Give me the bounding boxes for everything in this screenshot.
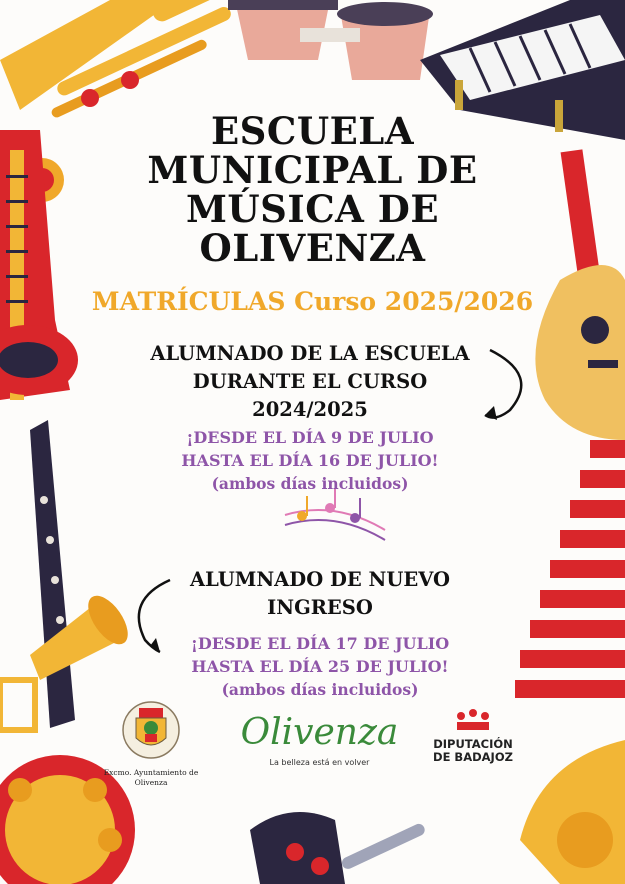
olivenza-wordmark: Olivenza — [240, 712, 399, 753]
dates-line: HASTA EL DÍA 16 DE JULIO! — [181, 451, 439, 470]
diputacion-crown-icon — [453, 708, 493, 734]
dates-note: (ambos días incluidos) — [211, 474, 409, 493]
ayuntamiento-logo — [96, 700, 206, 788]
title-line: OLIVENZA — [199, 226, 426, 270]
diputacion-line: DE BADAJOZ — [433, 750, 513, 764]
music-notes-icon — [285, 488, 385, 540]
xylophone-icon — [515, 440, 625, 698]
diputacion-line: DIPUTACIÓN — [433, 737, 513, 751]
drums-icon — [228, 0, 433, 80]
heading-line: DURANTE EL CURSO — [192, 370, 428, 393]
diputacion-logo — [428, 708, 518, 764]
horn-icon — [520, 740, 625, 884]
page-title — [110, 109, 515, 270]
ayuntamiento-caption-line: Olivenza — [134, 778, 168, 787]
dates-line: HASTA EL DÍA 25 DE JULIO! — [191, 657, 449, 676]
enrollment-subtitle: MATRÍCULAS Curso 2025/2026 — [91, 287, 534, 316]
heading-line: 2024/2025 — [252, 398, 368, 421]
current-students-dates — [150, 426, 470, 495]
title-line: ESCUELA — [210, 109, 415, 153]
title-line: MÚSICA DE — [185, 187, 440, 231]
dates-line: ¡DESDE EL DÍA 17 DE JULIO — [190, 634, 450, 653]
ayuntamiento-caption-line: Excmo. Ayuntamiento de — [103, 768, 199, 777]
dates-note: (ambos días incluidos) — [221, 680, 419, 699]
new-students-dates — [160, 632, 480, 701]
dates-line: ¡DESDE EL DÍA 9 DE JULIO — [186, 428, 434, 447]
saxophone-icon — [250, 812, 427, 884]
heading-line: ALUMNADO DE LA ESCUELA — [150, 342, 470, 365]
sitar-icon — [0, 130, 78, 400]
title-line: MUNICIPAL DE — [147, 148, 478, 192]
olivenza-brand-logo — [222, 712, 417, 767]
new-students-heading — [160, 566, 480, 622]
trumpet-icon — [0, 0, 239, 119]
olivenza-tagline: La belleza está en volver — [269, 758, 370, 767]
current-students-heading — [120, 340, 500, 424]
heading-line: ALUMNADO DE NUEVO — [189, 568, 451, 591]
heading-line: INGRESO — [267, 596, 373, 619]
coat-of-arms-icon — [121, 700, 181, 762]
